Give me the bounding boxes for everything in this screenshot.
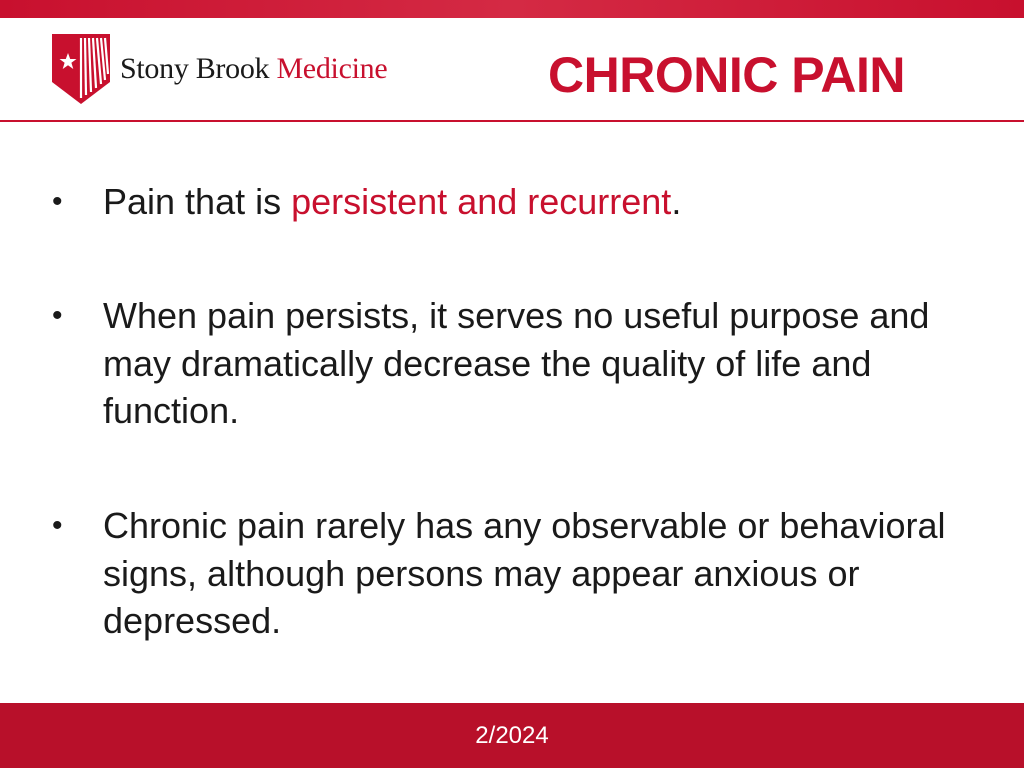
brand-name-primary: Stony Brook (120, 52, 270, 85)
brand-name-secondary: Medicine (276, 52, 388, 85)
bullet-text (103, 178, 983, 226)
bullet-text-highlight: persistent and recurrent (291, 181, 672, 222)
bullet-marker: • (52, 509, 63, 542)
bullet-marker: • (52, 185, 63, 218)
bullet-text: Chronic pain rarely has any observable or behavioral signs, although persons may appear anxious or depressed. (103, 505, 946, 641)
bullet-text: When pain persists, it serves no useful purpose and may dramatically decrease the quality of life and function. (103, 295, 930, 431)
bullet-text-prefix: Pain that is (103, 181, 292, 222)
bullet-marker: • (52, 299, 63, 332)
footer-date: 2/2024 (475, 722, 549, 749)
slide-title: CHRONIC PAIN (548, 47, 905, 103)
bullet-text-suffix: . (671, 181, 682, 222)
